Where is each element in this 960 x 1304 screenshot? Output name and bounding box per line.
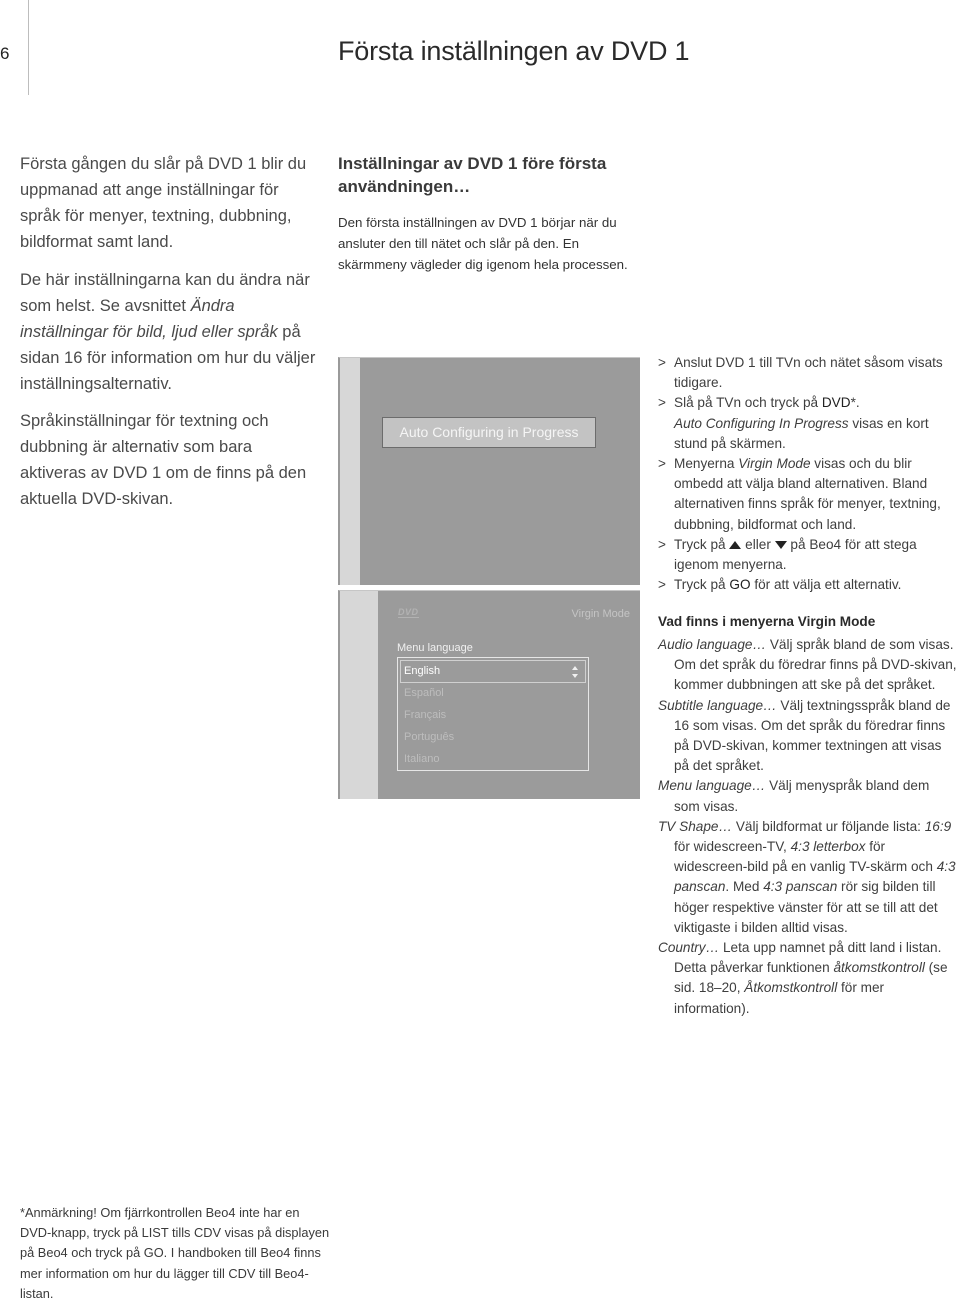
step-marker: > bbox=[658, 577, 666, 593]
left-p1-text: Första gången du slår på DVD 1 blir du uppmanad att ange inställningar för språk för menyer, textning, dubbning, bildformat samt land. bbox=[20, 155, 307, 251]
step-4-text-a: Tryck på bbox=[674, 536, 730, 552]
step-marker: > bbox=[658, 456, 666, 472]
page-divider-line bbox=[28, 0, 29, 95]
footnote: *Anmärkning! Om fjärrkontrollen Beo4 inte har en DVD-knapp, tryck på LIST tills CDV visas på displayen på Beo4 och tryck på GO. I handboken till Beo4 finns mer information om hur du lägger till CDV till Beo4-listan. bbox=[20, 1205, 330, 1301]
def-tv-169: 16:9 bbox=[924, 818, 952, 834]
def-country-term: Country… bbox=[658, 940, 720, 956]
step-2-emphasis: Auto Configuring In Progress bbox=[674, 415, 849, 431]
page-title: Första inställningen av DVD 1 bbox=[338, 36, 690, 66]
step-5-text-b: för att välja ett alternativ. bbox=[750, 577, 902, 593]
dvd-key: DVD bbox=[821, 395, 851, 411]
def-tv-term: TV Shape… bbox=[658, 818, 733, 834]
step-2-text-a: Slå på TVn och tryck på bbox=[674, 395, 822, 411]
language-option[interactable]: Italiano bbox=[404, 753, 440, 765]
def-audio-text: Välj språk bland de som visas. Om det språk du föredrar finns på DVD-skivan, kommer dubbningen att ske på det språket. bbox=[674, 637, 957, 693]
left-p3-text: Språkinställningar för textning och dubbning är alternativ som bara aktiveras av DVD 1 om de finns på den aktuella DVD-skivan. bbox=[20, 412, 307, 508]
step-5 bbox=[658, 575, 958, 595]
def-tv-43-letterbox: 4:3 letterbox bbox=[790, 839, 866, 855]
step-4 bbox=[658, 535, 958, 575]
language-option[interactable]: Português bbox=[404, 731, 455, 743]
def-subtitle-language bbox=[658, 696, 958, 777]
step-4-text-b: eller bbox=[741, 536, 775, 552]
def-tv-43-panscan-2: 4:3 panscan bbox=[763, 879, 838, 895]
dvd-logo-icon: DVD bbox=[398, 607, 419, 617]
virgin-mode-label: Virgin Mode bbox=[571, 608, 630, 620]
setup-steps bbox=[658, 353, 958, 595]
down-arrow-icon bbox=[775, 541, 787, 549]
def-tv-text-e: rör sig bilden till höger respektive vänster för att se till att det viktigaste i bilden alltid visas. bbox=[674, 879, 938, 935]
left-p2-b: på sidan 16 för information om hur du väljer inställningsalternativ. bbox=[20, 323, 316, 393]
step-4-text-c: på Beo4 för att stega igenom menyerna. bbox=[674, 536, 917, 573]
left-paragraph-2 bbox=[20, 267, 320, 411]
def-menu-text: Välj menyspråk bland dem som visas. bbox=[674, 778, 930, 814]
def-tv-text-d: . Med bbox=[725, 879, 764, 895]
step-marker: > bbox=[658, 355, 666, 370]
section-heading: Inställningar av DVD 1 före första användningen… bbox=[338, 154, 607, 196]
page-number: 6 bbox=[0, 44, 10, 63]
step-3 bbox=[658, 454, 958, 535]
def-country-text-c: för mer information). bbox=[674, 980, 885, 1016]
tv-screen-menu bbox=[378, 591, 640, 799]
step-2 bbox=[658, 393, 958, 454]
up-arrow-icon bbox=[729, 541, 741, 549]
screen-illustration-progress bbox=[338, 357, 640, 585]
virgin-mode-heading: Vad finns i menyerna Virgin Mode bbox=[658, 614, 876, 629]
def-tv-text-b: för widescreen-TV, bbox=[674, 839, 791, 855]
def-tv-text-c: för widescreen-bild på en vanlig TV-skärm och bbox=[674, 839, 937, 875]
left-paragraph-1 bbox=[20, 151, 320, 269]
virgin-mode-definitions bbox=[658, 635, 958, 1019]
language-option[interactable]: Français bbox=[404, 709, 447, 721]
step-3-text-a: Menyerna bbox=[674, 456, 739, 472]
step-2-text-c: visas en kort stund på skärmen. bbox=[674, 415, 929, 451]
left-p2-a: De här inställningarna kan du ändra när som helst. Se avsnittet bbox=[20, 271, 310, 315]
def-tv-text-a: Välj bildformat ur följande lista: bbox=[732, 818, 925, 834]
section-intro: Den första inställningen av DVD 1 börjar när du ansluter den till nätet och slår på den. En skärmmeny vägleder dig igenom hela processen. bbox=[338, 215, 628, 272]
screen-illustration-menu bbox=[338, 590, 640, 799]
language-option[interactable]: English bbox=[404, 665, 441, 677]
language-list bbox=[397, 657, 589, 771]
def-subtitle-text: Välj textningsspråk bland de 16 som visas. Om det språk du föredrar finns på DVD-skivan, kommer textningen att visas på det språket. bbox=[674, 697, 951, 774]
step-3-text-b: visas och du blir ombedd att välja bland alternativen. Bland alternativen finns språk för menyer, textning, dubbning, bildformat och land. bbox=[674, 456, 941, 532]
def-tv-shape bbox=[658, 817, 958, 938]
step-3-emphasis: Virgin Mode bbox=[738, 456, 811, 472]
def-country-text-a: Leta upp namnet på ditt land i listan. Detta påverkar funktionen bbox=[674, 940, 942, 976]
menu-language-label: Menu language bbox=[397, 642, 473, 654]
step-2-text-b: *. bbox=[850, 395, 860, 411]
step-marker: > bbox=[658, 395, 666, 411]
step-5-text-a: Tryck på bbox=[674, 577, 730, 593]
def-menu-term: Menu language… bbox=[658, 778, 766, 794]
left-p2-emphasis: Ändra inställningar för bild, ljud eller språk bbox=[20, 297, 278, 341]
step-1-text: Anslut DVD 1 till TVn och nätet såsom visats tidigare. bbox=[674, 355, 943, 391]
up-down-arrows-icon bbox=[572, 665, 578, 679]
step-1 bbox=[658, 353, 958, 393]
def-country-text-b: (se sid. 18–20, bbox=[674, 960, 948, 996]
left-paragraph-3 bbox=[20, 408, 320, 526]
def-subtitle-term: Subtitle language… bbox=[658, 697, 777, 713]
def-country bbox=[658, 938, 958, 1019]
tv-screen bbox=[360, 358, 640, 585]
language-option[interactable]: Español bbox=[404, 687, 444, 699]
def-country-access-control-2: Åtkomstkontroll bbox=[744, 980, 838, 996]
def-country-access-control: åtkomstkontroll bbox=[833, 960, 925, 976]
def-audio-term: Audio language… bbox=[658, 637, 767, 652]
def-audio-language bbox=[658, 635, 958, 696]
def-tv-43-panscan: 4:3 panscan bbox=[674, 859, 956, 895]
go-key: GO bbox=[729, 577, 751, 593]
step-marker: > bbox=[658, 536, 666, 552]
def-menu-language bbox=[658, 776, 958, 816]
auto-config-progress-box: Auto Configuring in Progress bbox=[382, 417, 596, 448]
